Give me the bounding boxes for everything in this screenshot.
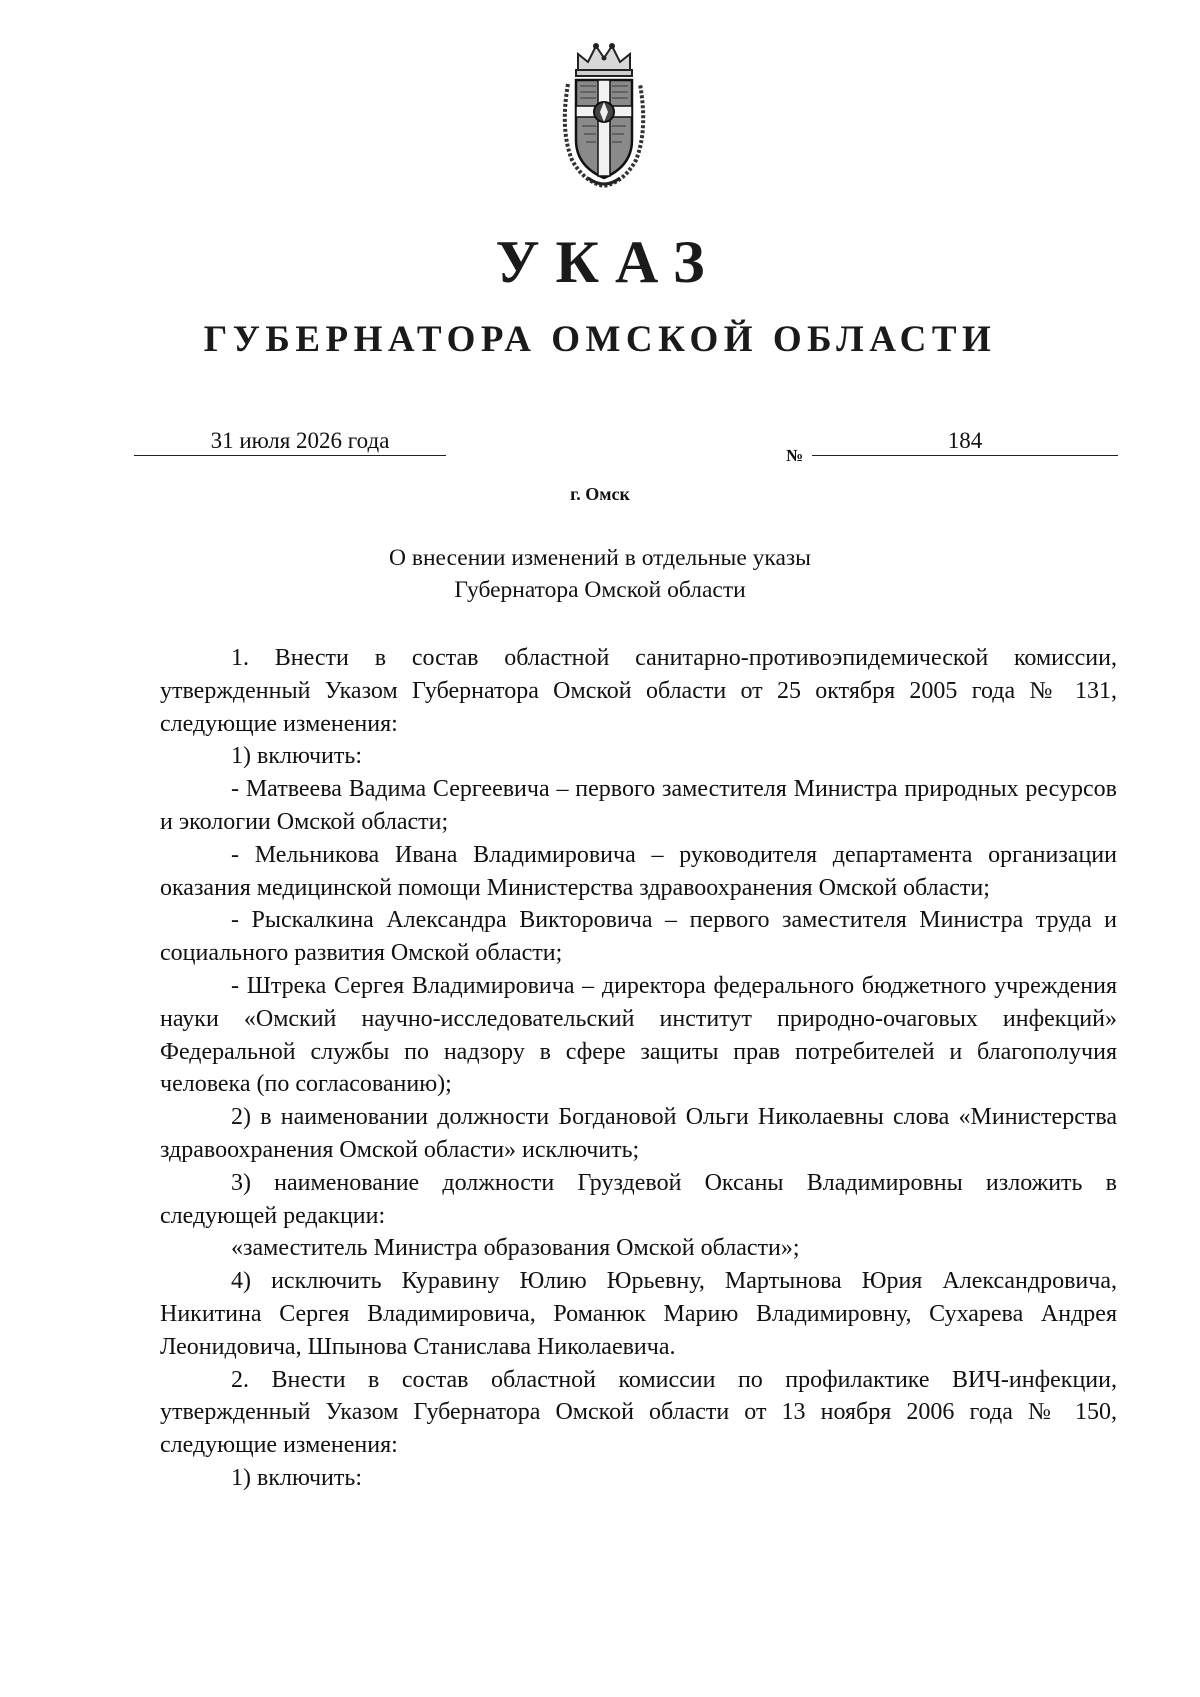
document-title xyxy=(0,542,1200,606)
paragraph: 3) наименование должности Груздевой Оксаны Владимировны изложить в следующей редакции: xyxy=(160,1169,1117,1229)
coat-of-arms-emblem xyxy=(558,40,650,190)
paragraph: 1. Внести в состав областной санитарно-противоэпидемической комиссии, утвержденный Указом Губернатора Омской области от 25 октября 2005 года № 131, следующие изменения: xyxy=(160,645,1117,737)
decree-city: г. Омск xyxy=(570,484,630,504)
paragraph: «заместитель Министра образования Омской области»; xyxy=(231,1235,800,1262)
paragraph: - Матвеева Вадима Сергеевича – первого заместителя Министра природных ресурсов и экологии Омской области; xyxy=(160,776,1117,835)
decree-body xyxy=(160,642,1117,1495)
paragraph: 1) включить: xyxy=(231,743,362,770)
paragraph: 4) исключить Куравину Юлию Юрьевну, Мартынова Юрия Александровича, Никитина Сергея Владимировича, Романюк Марию Владимировну, Сухарева Андрея Леонидовича, Шпынова Станислава Николаевича. xyxy=(160,1268,1117,1360)
paragraph: 2) в наименовании должности Богдановой Ольги Николаевны слова «Министерства здравоохранения Омской области» исключить; xyxy=(160,1104,1117,1163)
decree-title: УКАЗ xyxy=(495,229,721,295)
paragraph: 2. Внести в состав областной комиссии по профилактике ВИЧ-инфекции, утвержденный Указом Губернатора Омской области от 13 ноября 2006 года № 150, следующие изменения: xyxy=(160,1366,1117,1459)
decree-date: 31 июля 2026 года xyxy=(134,428,446,456)
document-title-line-1: О внесении изменений в отдельные указы xyxy=(389,545,811,571)
decree-number: 184 xyxy=(812,428,1118,456)
decree-subtitle: ГУБЕРНАТОРА ОМСКОЙ ОБЛАСТИ xyxy=(203,319,997,360)
paragraph: - Штрека Сергея Владимировича – директора федерального бюджетного учреждения науки «Омский научно-исследовательский институт природно-очаговых инфекций» Федеральной службы по надзору в сфере защиты прав потребителей и благополучия человека (по согласованию); xyxy=(160,972,1117,1098)
paragraph: - Мельникова Ивана Владимировича – руководителя департамента организации оказания медицинской помощи Министерства здравоохранения Омской области; xyxy=(160,841,1117,901)
paragraph: 1) включить: xyxy=(231,1464,362,1491)
document-title-line-2: Губернатора Омской области xyxy=(454,577,746,603)
number-label: № xyxy=(786,446,804,465)
paragraph: - Рыскалкина Александра Викторовича – первого заместителя Министра труда и социального развития Омской области; xyxy=(160,907,1117,967)
